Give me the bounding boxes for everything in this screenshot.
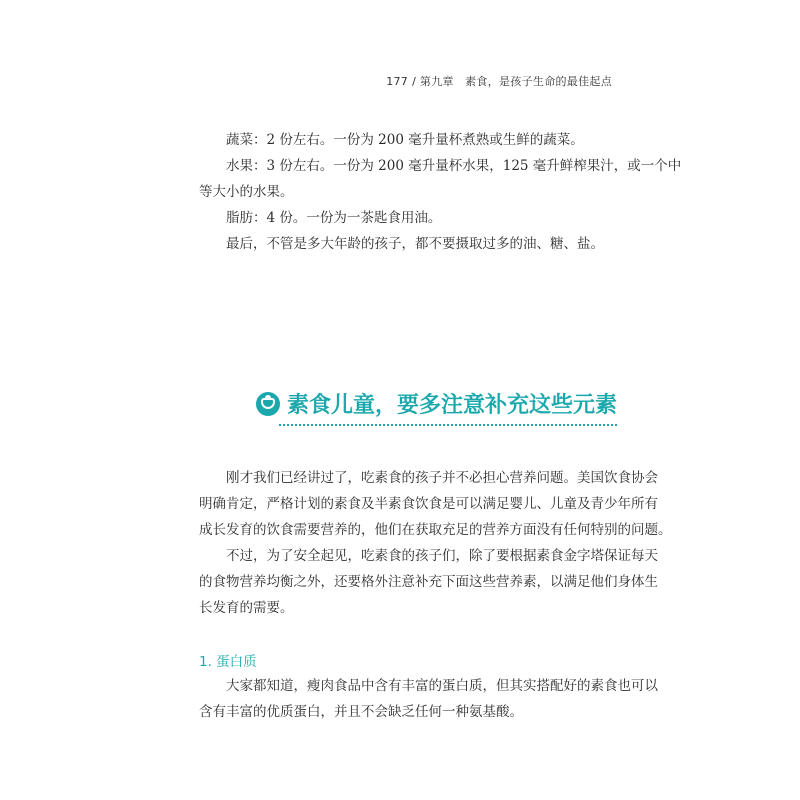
paragraph-2-line-2: 的食物营养均衡之外，还要格外注意补充下面这些营养素，以满足他们身体生 bbox=[199, 574, 658, 590]
subheading-protein: 1. 蛋白质 bbox=[199, 654, 257, 670]
chapter-title: / 第九章 素食，是孩子生命的最佳起点 bbox=[412, 75, 612, 88]
paragraph-2-line-3: 长发育的需要。 bbox=[199, 600, 294, 616]
dotted-divider bbox=[279, 424, 617, 426]
fruit-line-1: 水果：3 份左右。一份为 200 毫升量杯水果，125 毫升鲜榨果汁，或一个中 bbox=[226, 158, 682, 174]
final-note: 最后，不管是多大年龄的孩子，都不要摄取过多的油、糖、盐。 bbox=[226, 236, 604, 252]
paragraph-1-line-1: 刚才我们已经讲过了，吃素食的孩子并不必担心营养问题。美国饮食协会 bbox=[226, 470, 658, 486]
paragraph-2-line-1: 不过，为了安全起见，吃素食的孩子们，除了要根据素食金字塔保证每天 bbox=[226, 548, 658, 564]
fat-line: 脂肪：4 份。一份为一茶匙食用油。 bbox=[226, 210, 442, 226]
page-number: 177 bbox=[386, 75, 409, 88]
paragraph-1-line-2: 明确肯定，严格计划的素食及半素食饮食是可以满足婴儿、儿童及青少年所有 bbox=[199, 496, 658, 512]
section-title-text: 素食儿童，要多注意补充这些元素 bbox=[286, 393, 617, 418]
paragraph-1-line-3: 成长发育的饮食需要营养的，他们在获取充足的营养方面没有任何特别的问题。 bbox=[199, 522, 672, 538]
running-head bbox=[386, 73, 612, 89]
fruit-line-2: 等大小的水果。 bbox=[199, 184, 294, 200]
bowl-icon bbox=[256, 392, 280, 416]
vegetables-line: 蔬菜：2 份左右。一份为 200 毫升量杯煮熟或生鲜的蔬菜。 bbox=[226, 132, 584, 148]
section-heading bbox=[256, 388, 617, 419]
protein-line-1: 大家都知道，瘦肉食品中含有丰富的蛋白质，但其实搭配好的素食也可以 bbox=[226, 678, 658, 694]
protein-line-2: 含有丰富的优质蛋白，并且不会缺乏任何一种氨基酸。 bbox=[199, 704, 523, 720]
